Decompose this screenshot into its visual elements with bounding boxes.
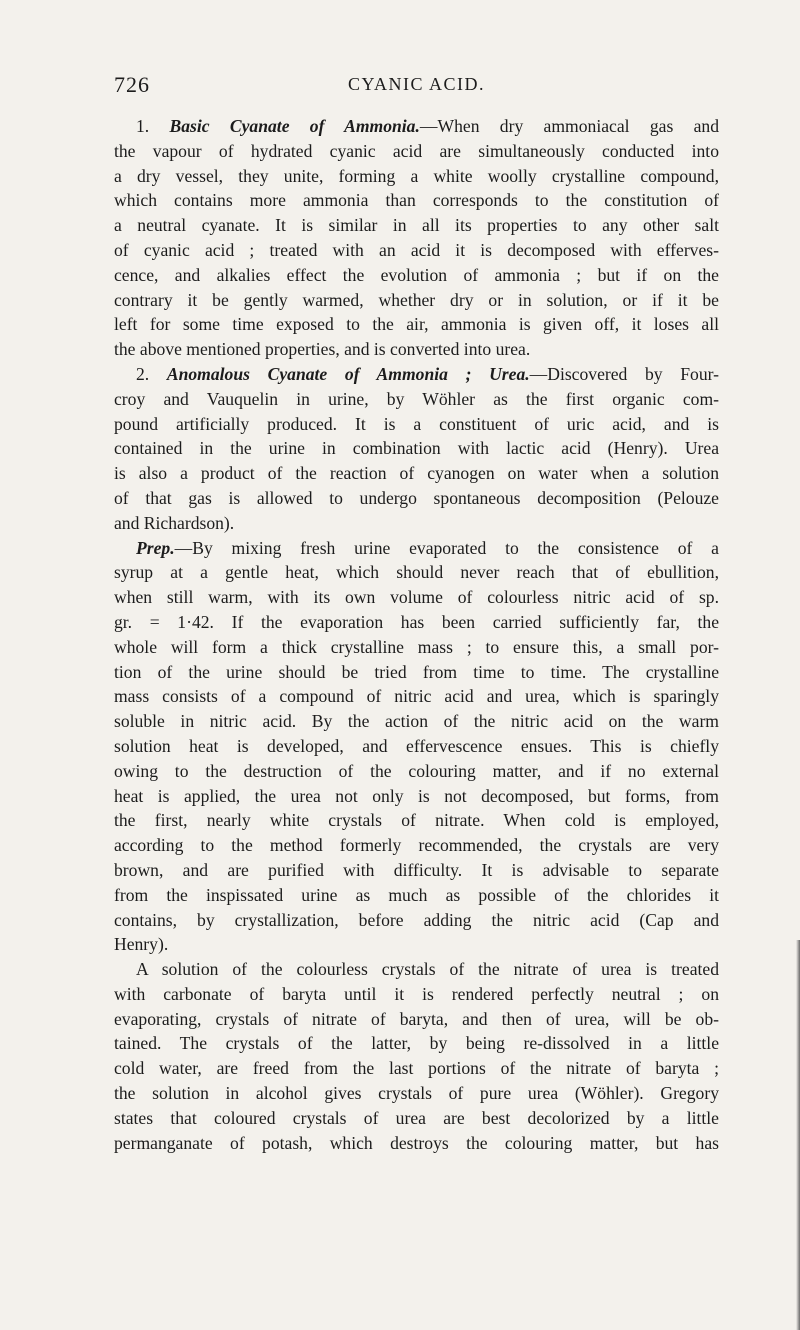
text-line: which contains more ammonia than corresponds to the constitution of	[114, 190, 719, 211]
page-header	[114, 72, 719, 102]
text-line: contains, by crystallization, before adding the nitric acid (Cap and	[114, 909, 719, 930]
running-head: CYANIC ACID.	[347, 74, 485, 94]
section-heading: Basic Cyanate of Ammonia.	[169, 116, 420, 136]
page-edge-shadow	[796, 940, 800, 1330]
section-heading: Anomalous Cyanate of Ammonia ; Urea.	[166, 363, 530, 384]
line-text: —Discovered by Four-	[529, 363, 719, 384]
text-line: evaporating, crystals of nitrate of baryta, and then of urea, will be ob-	[114, 1008, 719, 1029]
line-text: —When dry ammoniacal gas and	[419, 116, 719, 136]
text-line: left for some time exposed to the air, ammonia is given off, it loses all	[114, 314, 719, 335]
text-line: A solution of the colourless crystals of the nitrate of urea is treated	[136, 959, 719, 980]
text-line: whole will form a thick crystalline mass ; to ensure this, a small por-	[114, 636, 719, 657]
text-line: solution heat is developed, and effervescence ensues. This is chiefly	[114, 735, 719, 756]
text-line	[114, 362, 719, 387]
text-line: owing to the destruction of the colouring matter, and if no external	[114, 760, 719, 781]
text-line: from the inspissated urine as much as possible of the chlorides it	[114, 884, 719, 905]
text-line: soluble in nitric acid. By the action of the nitric acid on the warm	[114, 711, 719, 732]
text-line: with carbonate of baryta until it is rendered perfectly neutral ; on	[114, 983, 719, 1004]
text-line: gr. = 1·42. If the evaporation has been carried sufficiently far, the	[114, 611, 719, 632]
line-number-prefix: 1.	[136, 116, 170, 136]
text-line: syrup at a gentle heat, which should never reach that of ebullition,	[114, 562, 719, 583]
text-line: is also a product of the reaction of cyanogen on water when a solution	[114, 463, 719, 484]
text-line: tion of the urine should be tried from time to time. The crystalline	[114, 661, 719, 682]
text-line: the vapour of hydrated cyanic acid are simultaneously conducted into	[114, 140, 719, 161]
text-line: mass consists of a compound of nitric acid and urea, which is sparingly	[114, 686, 719, 707]
text-line: of cyanic acid ; treated with an acid it is decomposed with efferves-	[114, 239, 719, 260]
text-line: the above mentioned properties, and is converted into urea.	[114, 339, 531, 360]
text-line: cence, and alkalies effect the evolution of ammonia ; but if on the	[114, 264, 719, 285]
text-line: a dry vessel, they unite, forming a white woolly crystalline compound,	[114, 165, 719, 186]
text-line: heat is applied, the urea not only is not decomposed, but forms, from	[114, 785, 719, 806]
text-line: permanganate of potash, which destroys the colouring matter, but has	[114, 1132, 719, 1153]
line-number-prefix: 2.	[136, 363, 167, 384]
section-heading: Prep.	[136, 537, 175, 558]
text-line: contrary it be gently warmed, whether dry or in solution, or if it be	[114, 289, 719, 310]
text-line: pound artificially produced. It is a constituent of uric acid, and is	[114, 413, 719, 434]
text-line: of that gas is allowed to undergo spontaneous decomposition (Pelouze	[114, 487, 719, 508]
text-line	[114, 114, 719, 139]
text-line: Henry).	[114, 934, 169, 955]
text-line: contained in the urine in combination with lactic acid (Henry). Urea	[114, 438, 719, 459]
text-line: when still warm, with its own volume of colourless nitric acid of sp.	[114, 587, 719, 608]
text-line: brown, and are purified with difficulty. It is advisable to separate	[114, 859, 719, 880]
text-line: and Richardson).	[114, 512, 235, 533]
text-line: states that coloured crystals of urea are best decolorized by a little	[114, 1107, 719, 1128]
text-line	[114, 536, 719, 561]
text-line: tained. The crystals of the latter, by being re-dissolved in a little	[114, 1033, 719, 1054]
text-line: croy and Vauquelin in urine, by Wöhler as the first organic com-	[114, 388, 719, 409]
text-line: cold water, are freed from the last portions of the nitrate of baryta ;	[114, 1058, 719, 1079]
body-text	[114, 114, 719, 1155]
text-line: according to the method formerly recommended, the crystals are very	[114, 835, 719, 856]
line-text: —By mixing fresh urine evaporated to the consistence of a	[174, 537, 719, 558]
page-number: 726	[114, 72, 150, 97]
text-line: a neutral cyanate. It is similar in all its properties to any other salt	[114, 215, 719, 236]
text-line: the first, nearly white crystals of nitrate. When cold is employed,	[114, 810, 719, 831]
text-line: the solution in alcohol gives crystals of pure urea (Wöhler). Gregory	[114, 1083, 719, 1104]
